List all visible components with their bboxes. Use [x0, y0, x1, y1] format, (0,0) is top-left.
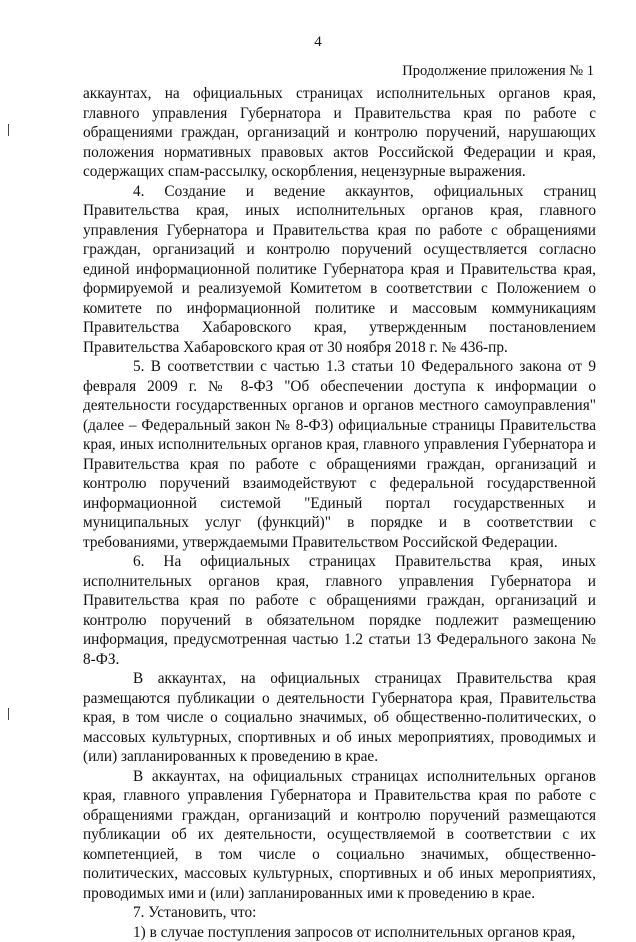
page-number: 4	[0, 34, 636, 51]
margin-mark	[8, 124, 9, 136]
paragraph-4: 4. Создание и ведение аккаунтов, официальных страниц Правительства края, иных исполнительных органов края, главного управления Губернатора и Правительства края по работе с обращениями граждан, организаций и контролю поручений осуществляется согласно единой информационной политике Губернатора края и Правительства края, формируемой и реализуемой Комитетом в соответствии с Положением о комитете по информационной политике и массовым коммуникациям Правительства Хабаровского края, утвержденным постановлением Правительства Хабаровского края от 30 ноября 2018 г. № 436-пр.	[83, 182, 596, 358]
paragraph-7: 7. Установить, что:	[83, 903, 596, 923]
paragraph-executive-accounts: В аккаунтах, на официальных страницах исполнительных органов края, главного управления Губернатора и Правительства края по работе с обращениями граждан, организаций и контролю поручений размещаются публикации об их деятельности, осуществляемой в соответствии с их компетенцией, в том числе о социально значимых, общественно-политических, массовых культурных, спортивных и об иных мероприятиях, проводимых ими и (или) запланированных ими к проведению в крае.	[83, 767, 596, 904]
margin-mark	[8, 708, 9, 720]
body-text	[83, 84, 596, 942]
continuation-note: Продолжение приложения № 1	[402, 63, 594, 80]
paragraph-7-item-1: 1) в случае поступления запросов от исполнительных органов края,	[83, 923, 596, 942]
paragraph-continuation: аккаунтах, на официальных страницах исполнительных органов края, главного управления Губернатора и Правительства края по работе с обращениями граждан, организаций и контролю поручений, нарушающих положения нормативных правовых актов Российской Федерации и края, содержащих спам-рассылку, оскорбления, нецензурные выражения.	[83, 84, 596, 182]
paragraph-5: 5. В соответствии с частью 1.3 статьи 10 Федерального закона от 9 февраля 2009 г. № 8-ФЗ "Об обеспечении доступа к информации о деятельности государственных органов и органов местного самоуправления" (далее – Федеральный закон № 8-ФЗ) официальные страницы Правительства края, иных исполнительных органов края, главного управления Губернатора и Правительства края по работе с обращениями граждан, организаций и контролю поручений взаимодействуют с федеральной государственной информационной системой "Единый портал государственных и муниципальных услуг (функций)" в порядке и в соответствии с требованиями, утверждаемыми Правительством Российской Федерации.	[83, 357, 596, 552]
paragraph-government-accounts: В аккаунтах, на официальных страницах Правительства края размещаются публикации о деятельности Губернатора края, Правительства края, в том числе о социально значимых, об общественно-политических, о массовых культурных, спортивных и об иных мероприятиях, проводимых и (или) запланированных к проведению в крае.	[83, 669, 596, 767]
paragraph-6: 6. На официальных страницах Правительства края, иных исполнительных органов края, главного управления Губернатора и Правительства края по работе с обращениями граждан, организаций и контролю поручений в обязательном порядке подлежит размещению информация, предусмотренная частью 1.2 статьи 13 Федерального закона № 8-ФЗ.	[83, 552, 596, 669]
